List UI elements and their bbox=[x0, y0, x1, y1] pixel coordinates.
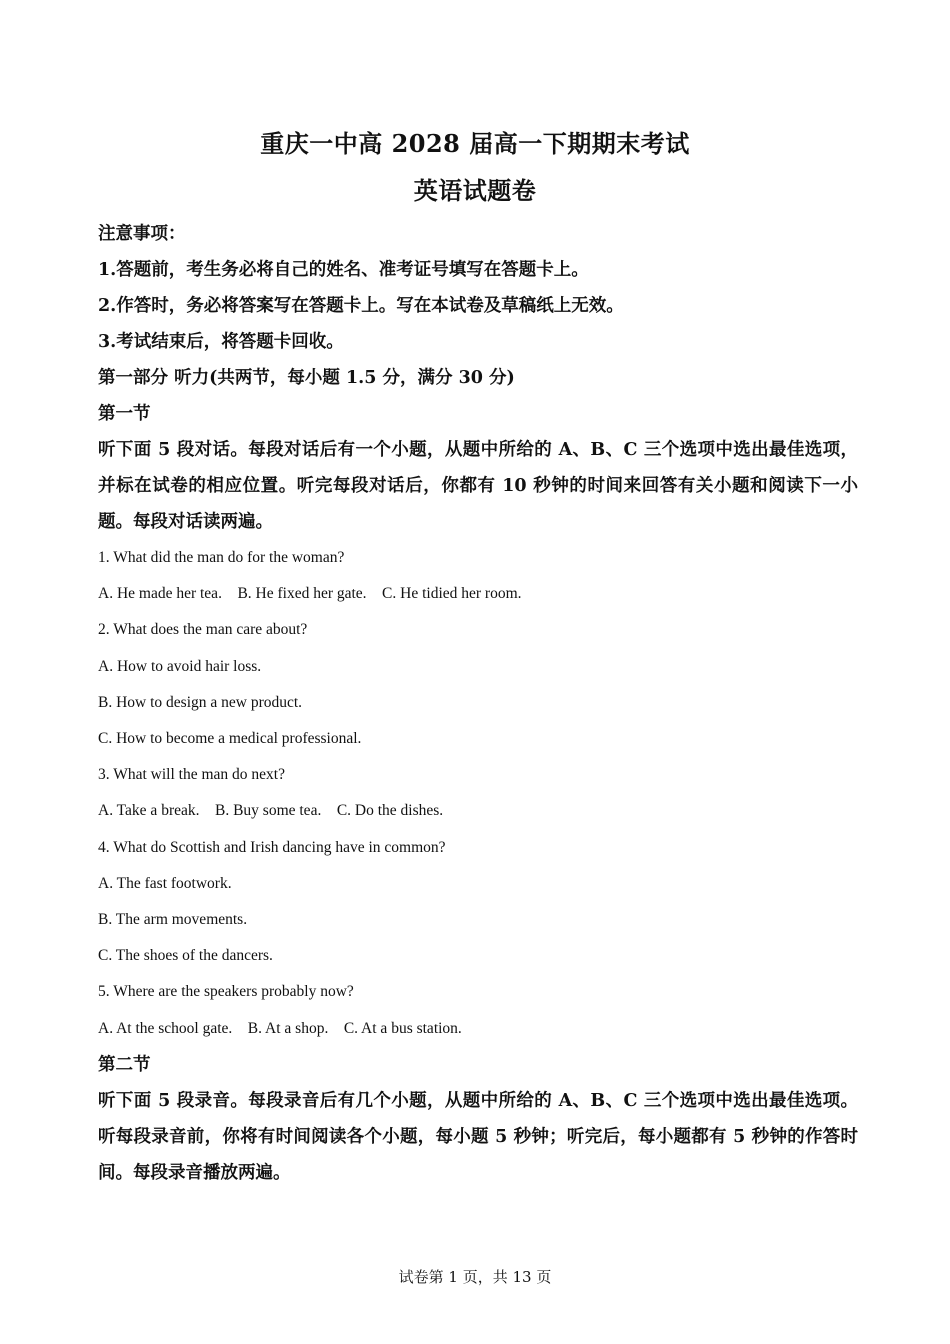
question-option: C. How to become a medical professional. bbox=[98, 730, 362, 748]
exam-content bbox=[98, 216, 858, 1191]
notes-item: 3.考试结束后，将答题卡回收。 bbox=[98, 332, 344, 352]
question-stem: 2. What does the man care about? bbox=[98, 621, 308, 639]
section2-instructions: 听下面 5 段录音。每段录音后有几个小题，从题中所给的 A、B、C 三个选项中选出最佳选项。听每段录音前，你将有时间阅读各个小题，每小题 5 秒钟；听完后，每小题都有 5 秒钟的作答时间。每段录音播放两遍。 bbox=[98, 1090, 858, 1183]
section2-heading: 第二节 bbox=[98, 1054, 151, 1075]
exam-subtitle: 英语试题卷 bbox=[413, 176, 537, 205]
question-stem: 5. Where are the speakers probably now? bbox=[98, 983, 354, 1001]
question-stem: 4. What do Scottish and Irish dancing have in common? bbox=[98, 838, 446, 856]
question-option: A. The fast footwork. bbox=[98, 874, 232, 892]
question-option: A. How to avoid hair loss. bbox=[98, 657, 262, 675]
question-stem: 3. What will the man do next? bbox=[98, 766, 285, 784]
section1-heading: 第一节 bbox=[98, 404, 151, 424]
section1-instructions: 听下面 5 段对话。每段对话后有一个小题，从题中所给的 A、B、C 三个选项中选出最佳选项，并标在试卷的相应位置。听完每段对话后，你都有 10 秒钟的时间来回答有关小题和阅读下一小题。每段对话读两遍。 bbox=[98, 440, 858, 532]
question-option: B. How to design a new product. bbox=[98, 693, 303, 711]
notes-heading: 注意事项： bbox=[98, 224, 186, 244]
notes-item: 1.答题前，考生务必将自己的姓名、准考证号填写在答题卡上。 bbox=[98, 260, 589, 280]
page-footer: 试卷第 1 页，共 13 页 bbox=[398, 1268, 552, 1286]
question-options: A. He made her tea. B. He fixed her gate. C. He tidied her room. bbox=[98, 585, 522, 603]
question-stem: 1. What did the man do for the woman? bbox=[98, 549, 345, 566]
exam-title: 重庆一中高 2028 届高一下期期末考试 bbox=[260, 129, 690, 158]
notes-item: 2.作答时，务必将答案写在答题卡上。写在本试卷及草稿纸上无效。 bbox=[98, 296, 624, 316]
question-option: B. The arm movements. bbox=[98, 911, 248, 929]
question-options: A. At the school gate. B. At a shop. C. At a bus station. bbox=[98, 1019, 462, 1037]
part1-heading: 第一部分 听力(共两节，每小题 1.5 分，满分 30 分) bbox=[98, 368, 515, 388]
question-options: A. Take a break. B. Buy some tea. C. Do the dishes. bbox=[98, 802, 444, 820]
question-option: C. The shoes of the dancers. bbox=[98, 947, 273, 965]
